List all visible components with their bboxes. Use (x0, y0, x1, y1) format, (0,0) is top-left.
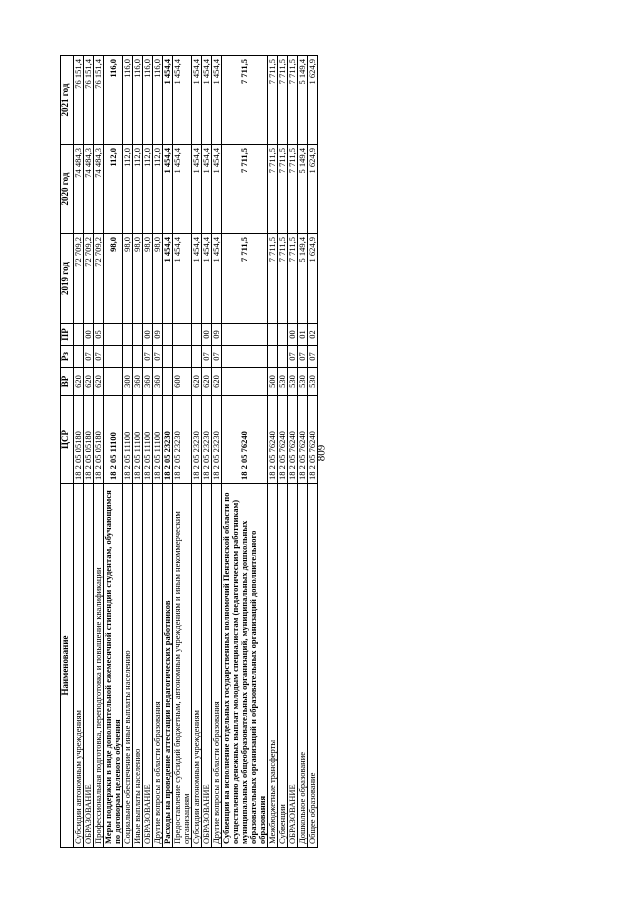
cell-rz (104, 346, 123, 368)
cell-2019: 1 454,4 (173, 234, 192, 324)
cell-pr: 00 (143, 324, 153, 346)
cell-name: Субсидии автономным учреждениям (74, 484, 84, 848)
cell-pr (133, 324, 143, 346)
cell-rz (278, 346, 288, 368)
budget-table (60, 55, 318, 848)
cell-name: Дошкольное образование (298, 484, 308, 848)
cell-2020: 1 454,4 (192, 145, 202, 234)
cell-2021: 116,0 (153, 56, 163, 145)
cell-2019: 98,0 (153, 234, 163, 324)
cell-2019: 72 709,2 (74, 234, 84, 324)
cell-name: Субвенции на исполнение отдельных государственных полномочий Пензенской области по осуществлению денежных выплат молодым специалистам (педагогическим работникам) муниципальных общеобразовательных организаций, муниципальных дошкольных образовательных организаций и образовательных организаций дополнительного образования (222, 484, 268, 848)
cell-pr (173, 324, 192, 346)
table-row (74, 56, 84, 848)
cell-csr: 18 2 05 23230 (192, 396, 202, 484)
cell-rz (192, 346, 202, 368)
cell-2019: 1 454,4 (192, 234, 202, 324)
table-row (298, 56, 308, 848)
cell-2020: 112,0 (143, 145, 153, 234)
cell-name: ОБРАЗОВАНИЕ (84, 484, 94, 848)
cell-vr: 360 (143, 368, 153, 396)
cell-rz (74, 346, 84, 368)
cell-2021: 76 151,4 (74, 56, 84, 145)
cell-pr (278, 324, 288, 346)
cell-name: Субсидии автономным учреждениям (192, 484, 202, 848)
table-row (173, 56, 192, 848)
cell-csr: 18 2 05 11100 (143, 396, 153, 484)
cell-vr: 620 (74, 368, 84, 396)
cell-csr: 18 2 05 76240 (268, 396, 278, 484)
cell-2021: 116,0 (133, 56, 143, 145)
table-row (222, 56, 268, 848)
cell-2020: 1 454,4 (173, 145, 192, 234)
cell-pr (123, 324, 133, 346)
table-row (308, 56, 318, 848)
cell-2020: 1 454,4 (163, 145, 173, 234)
cell-rz: 07 (202, 346, 212, 368)
table-row (133, 56, 143, 848)
cell-2021: 1 454,4 (202, 56, 212, 145)
table-row (163, 56, 173, 848)
cell-2019: 72 709,2 (94, 234, 104, 324)
cell-2019: 72 709,2 (84, 234, 94, 324)
cell-vr: 360 (153, 368, 163, 396)
header-name: Наименование (61, 484, 74, 848)
cell-rz: 07 (153, 346, 163, 368)
cell-2019: 1 454,4 (212, 234, 222, 324)
cell-pr (163, 324, 173, 346)
cell-csr: 18 2 05 23230 (212, 396, 222, 484)
cell-2020: 112,0 (104, 145, 123, 234)
cell-vr: 620 (202, 368, 212, 396)
cell-csr: 18 2 05 23230 (163, 396, 173, 484)
cell-rz: 07 (84, 346, 94, 368)
cell-2019: 7 711,5 (278, 234, 288, 324)
cell-rz (123, 346, 133, 368)
table-row (153, 56, 163, 848)
table-row (123, 56, 133, 848)
cell-rz: 07 (298, 346, 308, 368)
cell-2019: 98,0 (104, 234, 123, 324)
cell-2020: 7 711,5 (288, 145, 298, 234)
table-row (288, 56, 298, 848)
cell-csr: 18 2 05 76240 (288, 396, 298, 484)
table-row (192, 56, 202, 848)
cell-rz (268, 346, 278, 368)
cell-2021: 1 454,4 (173, 56, 192, 145)
cell-name: Предоставление субсидий бюджетным, автономным учреждениям и иным некоммерческим организациям (173, 484, 192, 848)
table-row (278, 56, 288, 848)
cell-name: Профессиональная подготовка, переподготовка и повышение квалификации (94, 484, 104, 848)
table-row (94, 56, 104, 848)
cell-2021: 116,0 (123, 56, 133, 145)
cell-2020: 5 149,4 (298, 145, 308, 234)
table-row (268, 56, 278, 848)
cell-2020: 74 484,3 (74, 145, 84, 234)
cell-vr: 620 (84, 368, 94, 396)
table-row (143, 56, 153, 848)
table-body (74, 56, 318, 848)
header-csr: ЦСР (61, 396, 74, 484)
table-header-row (61, 56, 74, 848)
cell-2020: 112,0 (133, 145, 143, 234)
cell-csr: 18 2 05 11100 (133, 396, 143, 484)
cell-vr: 620 (94, 368, 104, 396)
cell-rz: 07 (212, 346, 222, 368)
cell-csr: 18 2 05 11100 (104, 396, 123, 484)
cell-2019: 98,0 (143, 234, 153, 324)
cell-2020: 1 454,4 (212, 145, 222, 234)
cell-rz (133, 346, 143, 368)
cell-pr: 00 (84, 324, 94, 346)
cell-2021: 76 151,4 (84, 56, 94, 145)
cell-name: Расходы на проведение аттестации педагогических работников (163, 484, 173, 848)
cell-vr: 360 (133, 368, 143, 396)
cell-name: Социальное обеспечение и иные выплаты населению (123, 484, 133, 848)
header-2021: 2021 год (61, 56, 74, 145)
header-2019: 2019 год (61, 234, 74, 324)
cell-pr: 00 (288, 324, 298, 346)
cell-csr: 18 2 05 11100 (153, 396, 163, 484)
cell-csr: 18 2 05 76240 (222, 396, 268, 484)
cell-rz (222, 346, 268, 368)
cell-2020: 112,0 (123, 145, 133, 234)
cell-csr: 18 2 05 05180 (94, 396, 104, 484)
budget-table-container (60, 56, 527, 848)
cell-vr: 530 (288, 368, 298, 396)
cell-name: Общее образование (308, 484, 318, 848)
cell-2021: 7 711,5 (288, 56, 298, 145)
cell-2019: 1 454,4 (202, 234, 212, 324)
cell-pr: 01 (298, 324, 308, 346)
cell-2019: 7 711,5 (268, 234, 278, 324)
cell-csr: 18 2 05 23230 (202, 396, 212, 484)
table-row (212, 56, 222, 848)
cell-2020: 74 484,3 (84, 145, 94, 234)
cell-rz: 07 (94, 346, 104, 368)
cell-vr: 620 (192, 368, 202, 396)
cell-pr (104, 324, 123, 346)
table-row (84, 56, 94, 848)
cell-2021: 1 454,4 (212, 56, 222, 145)
cell-2019: 1 454,4 (163, 234, 173, 324)
cell-name: ОБРАЗОВАНИЕ (288, 484, 298, 848)
cell-vr: 530 (308, 368, 318, 396)
cell-vr: 530 (278, 368, 288, 396)
cell-2021: 7 711,5 (268, 56, 278, 145)
cell-2021: 1 624,9 (308, 56, 318, 145)
cell-pr: 05 (94, 324, 104, 346)
cell-name: Субвенции (278, 484, 288, 848)
cell-rz: 07 (143, 346, 153, 368)
cell-rz (173, 346, 192, 368)
cell-csr: 18 2 05 05180 (84, 396, 94, 484)
cell-vr: 620 (212, 368, 222, 396)
cell-2021: 76 151,4 (94, 56, 104, 145)
cell-2019: 7 711,5 (288, 234, 298, 324)
cell-vr: 530 (298, 368, 308, 396)
cell-vr (104, 368, 123, 396)
cell-pr (192, 324, 202, 346)
cell-vr (163, 368, 173, 396)
cell-2020: 112,0 (153, 145, 163, 234)
cell-pr: 09 (153, 324, 163, 346)
cell-2020: 7 711,5 (222, 145, 268, 234)
cell-rz (163, 346, 173, 368)
cell-name: ОБРАЗОВАНИЕ (143, 484, 153, 848)
cell-vr (222, 368, 268, 396)
cell-name: Другие вопросы в области образования (212, 484, 222, 848)
cell-name: Другие вопросы в области образования (153, 484, 163, 848)
cell-name: ОБРАЗОВАНИЕ (202, 484, 212, 848)
table-row (104, 56, 123, 848)
cell-2019: 1 624,9 (308, 234, 318, 324)
cell-2021: 7 711,5 (278, 56, 288, 145)
header-2020: 2020 год (61, 145, 74, 234)
header-vr: ВР (61, 368, 74, 396)
cell-rz: 07 (308, 346, 318, 368)
cell-2019: 7 711,5 (222, 234, 268, 324)
cell-pr (74, 324, 84, 346)
cell-pr: 02 (308, 324, 318, 346)
cell-pr (222, 324, 268, 346)
page-number-text: 809 (315, 444, 327, 462)
cell-csr: 18 2 05 11100 (123, 396, 133, 484)
cell-2019: 98,0 (133, 234, 143, 324)
cell-csr: 18 2 05 05180 (74, 396, 84, 484)
cell-2021: 116,0 (143, 56, 153, 145)
cell-2019: 98,0 (123, 234, 133, 324)
cell-rz: 07 (288, 346, 298, 368)
cell-vr: 300 (123, 368, 133, 396)
cell-pr (268, 324, 278, 346)
cell-vr: 600 (173, 368, 192, 396)
cell-name: Межбюджетные трансферты (268, 484, 278, 848)
cell-pr: 09 (212, 324, 222, 346)
cell-2020: 7 711,5 (268, 145, 278, 234)
header-pr: ПР (61, 324, 74, 346)
cell-vr: 500 (268, 368, 278, 396)
cell-2021: 116,0 (104, 56, 123, 145)
cell-csr: 18 2 05 76240 (278, 396, 288, 484)
cell-2019: 5 149,4 (298, 234, 308, 324)
cell-2020: 74 484,3 (94, 145, 104, 234)
cell-2020: 1 454,4 (202, 145, 212, 234)
cell-2021: 1 454,4 (192, 56, 202, 145)
table-row (202, 56, 212, 848)
cell-2021: 7 711,5 (222, 56, 268, 145)
cell-name: Иные выплаты населению (133, 484, 143, 848)
cell-csr: 18 2 05 23230 (173, 396, 192, 484)
cell-csr: 18 2 05 76240 (308, 396, 318, 484)
cell-2020: 7 711,5 (278, 145, 288, 234)
cell-2021: 5 149,4 (298, 56, 308, 145)
header-rz: Рз (61, 346, 74, 368)
cell-2020: 1 624,9 (308, 145, 318, 234)
cell-name: Меры поддержки в виде дополнительной ежемесячной стипендии студентам, обучающимся по договорам целевого обучения (104, 484, 123, 848)
cell-csr: 18 2 05 76240 (298, 396, 308, 484)
cell-pr: 00 (202, 324, 212, 346)
cell-2021: 1 454,4 (163, 56, 173, 145)
